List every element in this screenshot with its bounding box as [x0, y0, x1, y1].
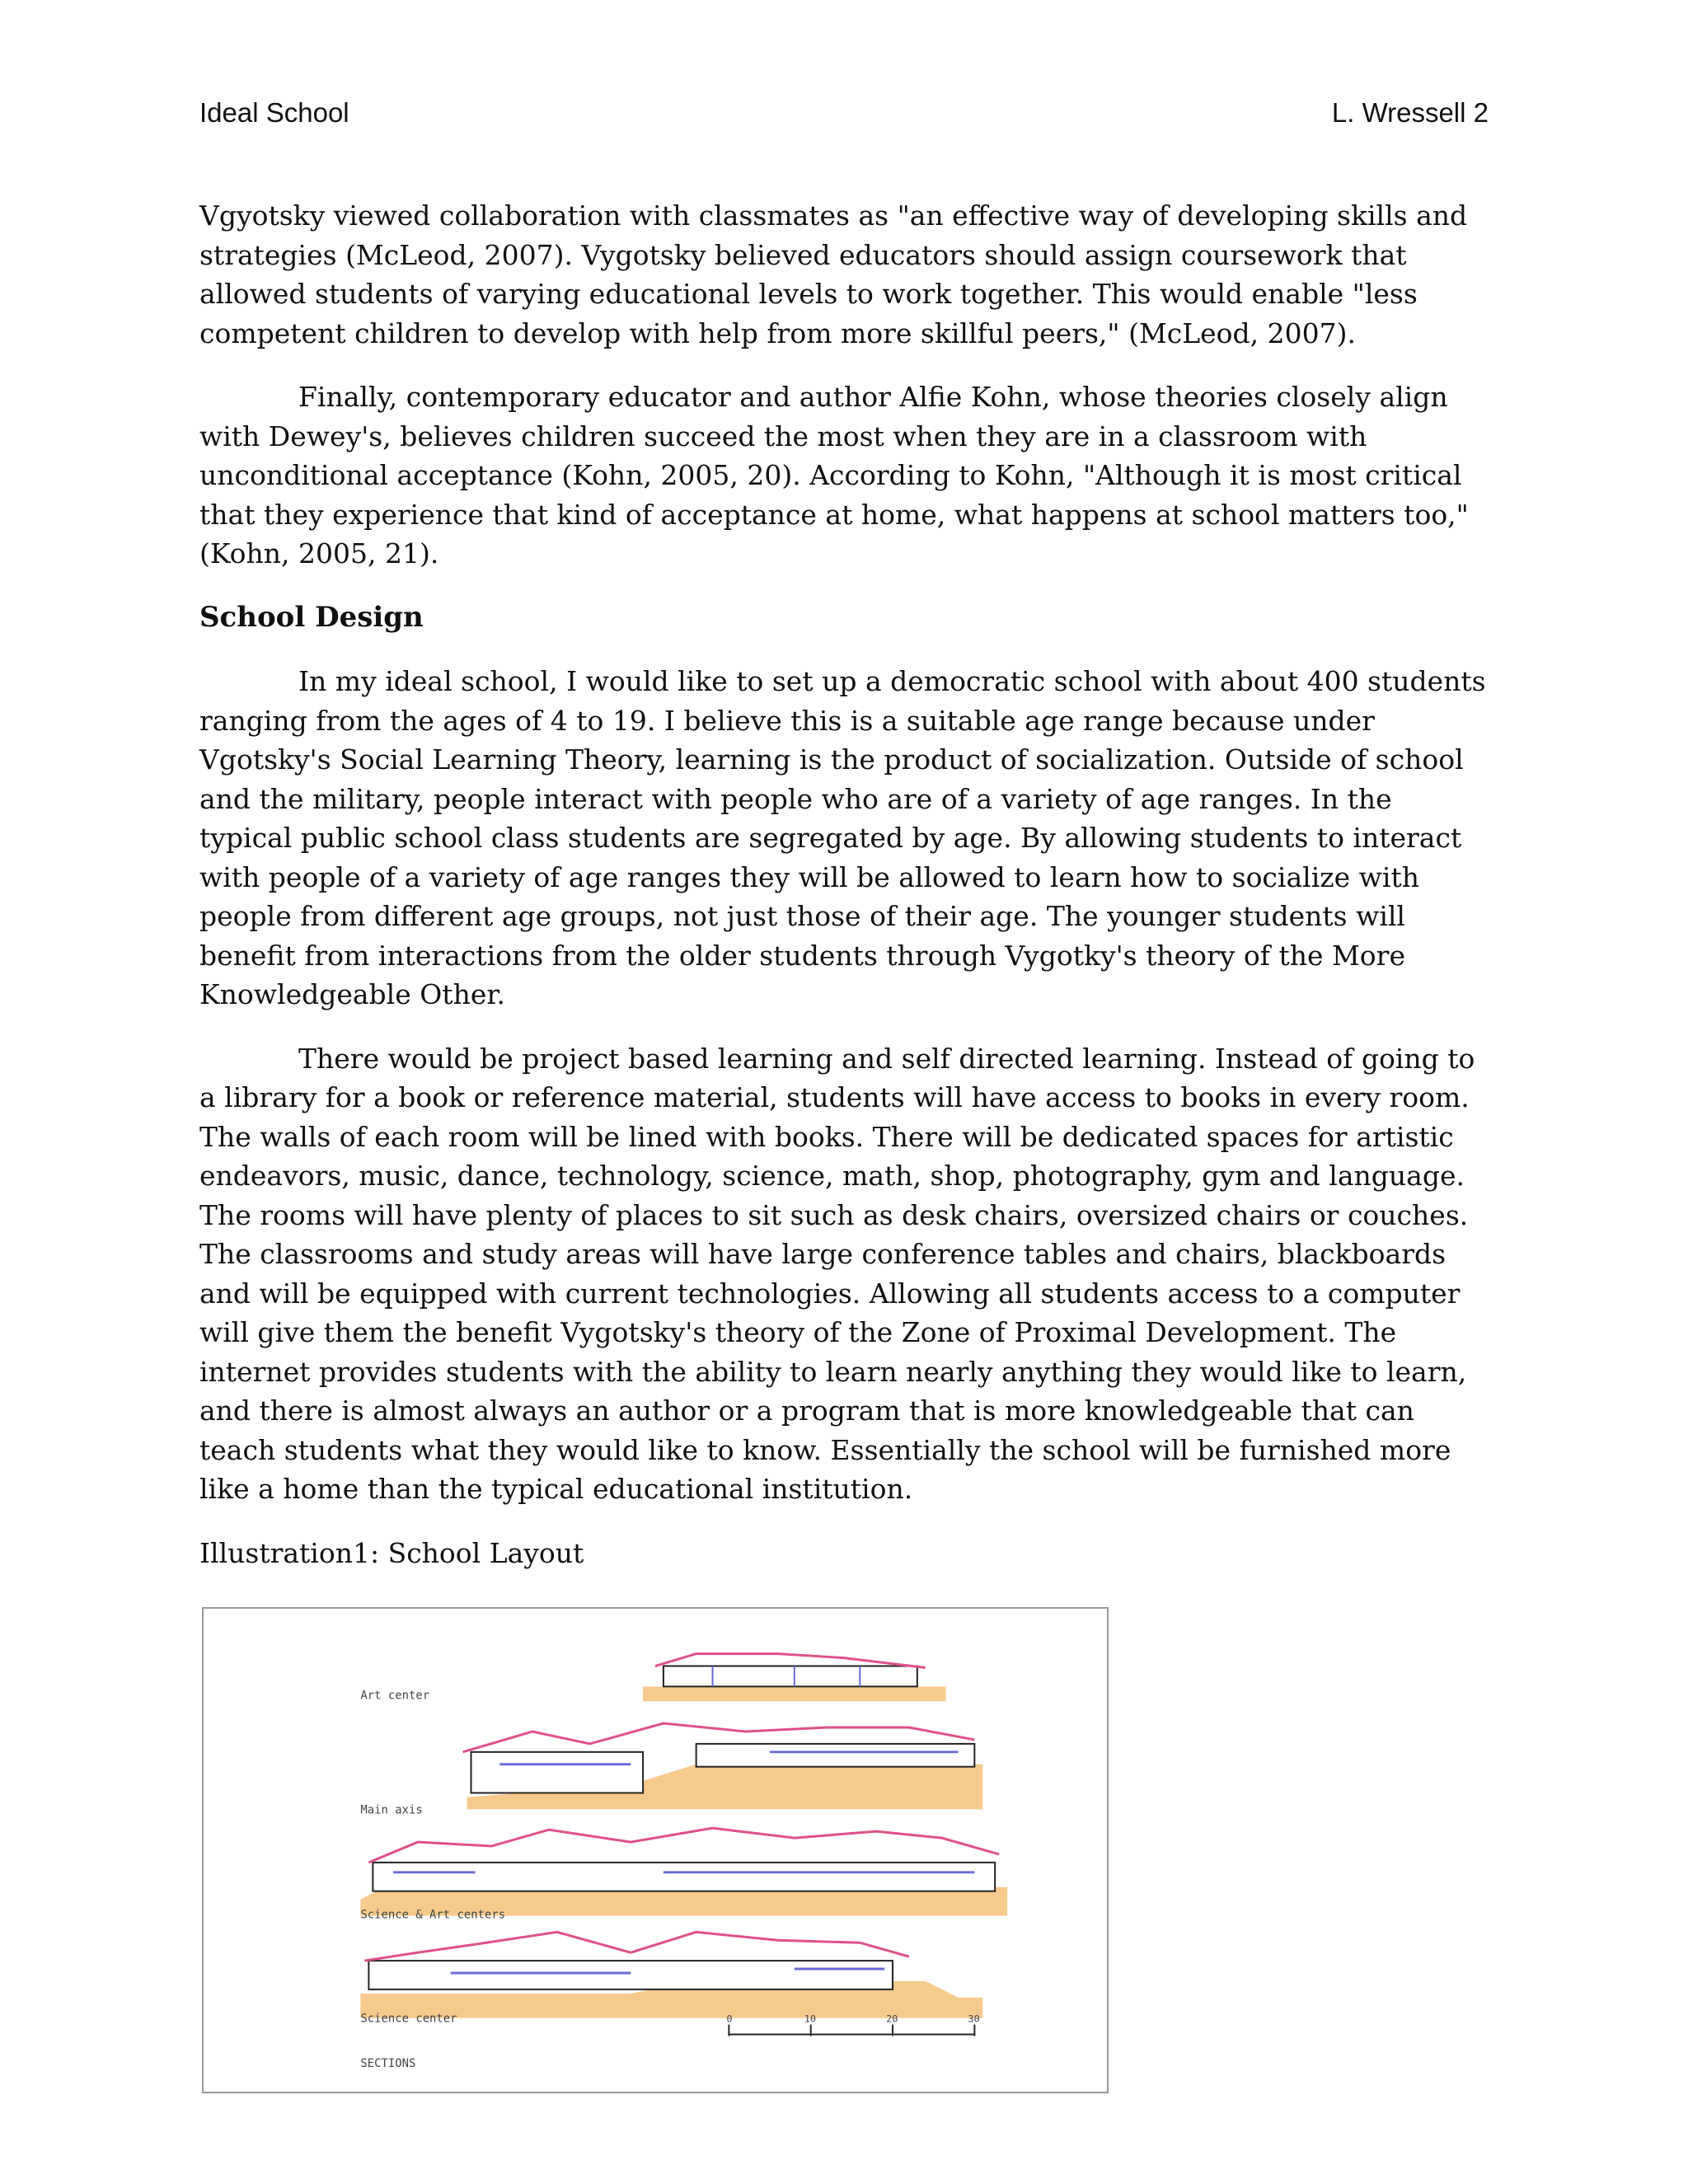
- school-sections-drawing: [204, 1609, 1107, 2092]
- header-title: Ideal School: [199, 97, 349, 128]
- label-sections: SECTIONS: [360, 2057, 416, 2071]
- science-center-body: [368, 1961, 893, 1990]
- header-author-page: L. Wressell 2: [1331, 97, 1489, 128]
- science-art-section: [360, 1828, 1007, 1921]
- scale-tick-label: 10: [804, 2013, 817, 2025]
- school-layout-illustration: [202, 1607, 1109, 2093]
- science-art-roof: [368, 1828, 999, 1863]
- science-center-section: [360, 1932, 982, 2025]
- main-axis-body-left: [471, 1752, 644, 1793]
- figure-caption: Illustration1: School Layout: [199, 1536, 584, 1569]
- label-science-center: Science center: [360, 2012, 457, 2026]
- scale-tick-label: 0: [726, 2013, 733, 2025]
- science-art-body: [373, 1863, 995, 1891]
- page-header: [199, 97, 1489, 134]
- paragraph-project-learning: There would be project based learning and self directed learning. Instead of going to a library for a book or reference material, students will have access to books in every room. The walls of each room will be lined with books. There will be dedicated spaces for artistic endeavors, music, dance, technology, science, math, shop, photography, gym and language. The rooms will have plenty of places to sit such as desk chairs, oversized chairs or couches. The classrooms and study areas will have large conference tables and chairs, blackboards and will be equipped with current technologies. Allowing all students access to a computer will give them the benefit Vygotsky's theory of the Zone of Proximal Development. The internet provides students with the ability to learn nearly anything they would like to learn, and there is almost always an author or a program that is more knowledgeable that can teach students what they would like to know. Essentially the school will be furnished more like a home than the typical educational institution.: [199, 1042, 1475, 1505]
- paragraph-democratic-school: In my ideal school, I would like to set up a democratic school with about 400 students ranging from the ages of 4 to 19. I believe this is a suitable age range because under Vgotsky's Social Learning Theory, learning is the product of socialization. Outside of school and the military, people interact with people who are of a variety of age ranges. In the typical public school class students are segregated by age. By allowing students to interact with people of a variety of age ranges they will be allowed to learn how to socialize with people from different age groups, not just those of their age. The younger students will benefit from interactions from the older students through Vygotky's theory of the More Knowledgeable Other.: [199, 665, 1486, 1010]
- science-center-roof: [364, 1932, 908, 1961]
- main-axis-section: [360, 1723, 982, 1816]
- art-center-ground: [643, 1686, 945, 1701]
- label-science-art: Science & Art centers: [360, 1908, 506, 1922]
- main-axis-body-right: [696, 1744, 975, 1767]
- label-main-axis: Main axis: [360, 1803, 423, 1817]
- label-art-center: Art center: [360, 1689, 430, 1703]
- scale-tick-label: 20: [886, 2013, 898, 2025]
- paragraph-kohn: Finally, contemporary educator and author Alfie Kohn, whose theories closely align with Dewey's, believes children succeed the most when they are in a classroom with unconditional acceptance (Kohn, 2005, 20). According to Kohn, "Although it is most critical that they experience that kind of acceptance at home, what happens at school matters too," (Kohn, 2005, 21).: [199, 381, 1469, 569]
- paragraph-vygotsky: Vgyotsky viewed collaboration with classmates as "an effective way of developing skills and strategies (McLeod, 2007). Vygotsky believed educators should assign coursework that allowed students of varying educational levels to work together. This would enable "less competent children to develop with help from more skillful peers," (McLeod, 2007).: [199, 199, 1468, 349]
- section-heading-school-design: School Design: [199, 600, 424, 634]
- art-center-body: [663, 1666, 917, 1687]
- art-center-section: [360, 1654, 945, 1703]
- scale-tick-label: 30: [968, 2013, 980, 2025]
- document-body: [199, 196, 1490, 1597]
